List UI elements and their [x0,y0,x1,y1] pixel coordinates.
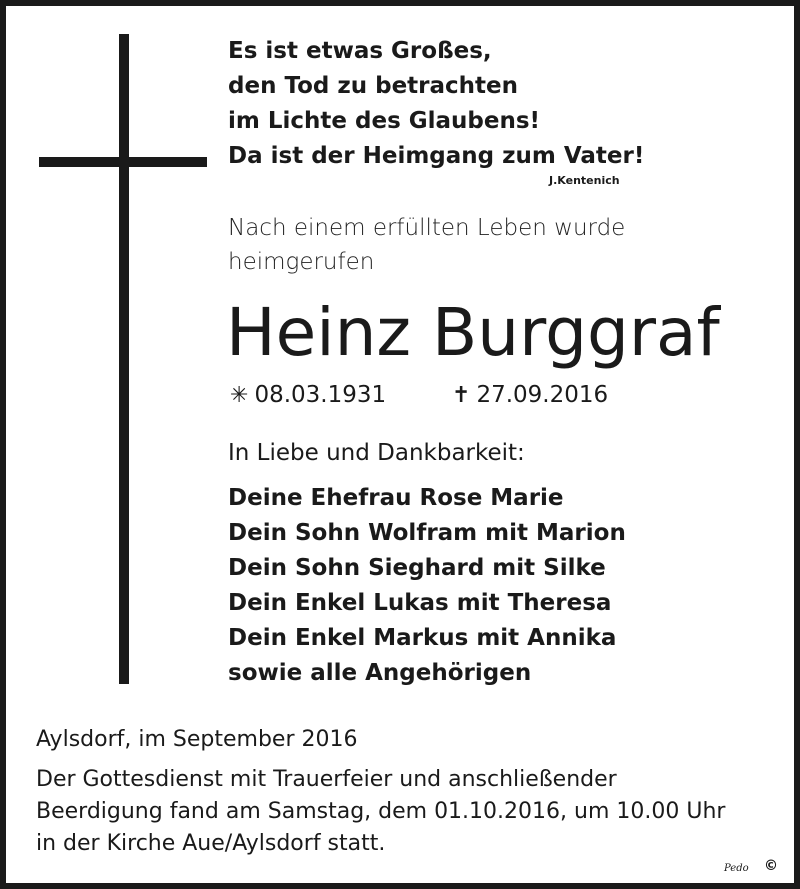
service-line: Beerdigung fand am Samstag, dem 01.10.2016, um 10.00 Uhr [36,799,726,824]
cross-icon-horizontal-bar [39,157,207,167]
mourner-item: Dein Sohn Wolfram mit Marion [228,520,626,546]
death-date: 27.09.2016 [476,382,609,408]
thanks-line: In Liebe und Dankbarkeit: [228,440,525,466]
intro-line: Nach einem erfüllten Leben wurde [228,215,626,241]
service-info [36,764,725,860]
mourner-item: sowie alle Angehörigen [228,660,532,686]
birth-date: 08.03.1931 [254,382,387,408]
mourner-item: Dein Sohn Sieghard mit Silke [228,555,606,581]
designer-signature: Pedo [724,863,749,874]
mourner-item: Deine Ehefrau Rose Marie [228,485,564,511]
quote-line: im Lichte des Glaubens! [228,108,541,134]
birth-star-icon: ✳ [230,383,249,408]
mourner-item: Dein Enkel Markus mit Annika [228,625,617,651]
quote-line: Es ist etwas Großes, [228,38,492,64]
service-line: Der Gottesdienst mit Trauerfeier und anschließender [36,767,617,792]
copyright-icon: © [764,858,778,874]
quote-block [228,34,644,174]
death-group [452,378,608,413]
intro-line: heimgerufen [228,249,375,275]
life-dates [230,378,609,413]
intro-text [228,211,625,279]
quote-line: den Tod zu betrachten [228,73,519,99]
quote-line: Da ist der Heimgang zum Vater! [228,143,645,169]
mourners-list [228,481,626,691]
deceased-name: Heinz Burggraf [226,294,720,371]
place-date: Aylsdorf, im September 2016 [36,727,358,752]
death-cross-icon: ✝ [452,383,471,408]
mourner-item: Dein Enkel Lukas mit Theresa [228,590,612,616]
service-line: in der Kirche Aue/Aylsdorf statt. [36,831,386,856]
quote-author: J.Kentenich [549,174,620,187]
cross-icon-vertical-bar [119,34,129,684]
